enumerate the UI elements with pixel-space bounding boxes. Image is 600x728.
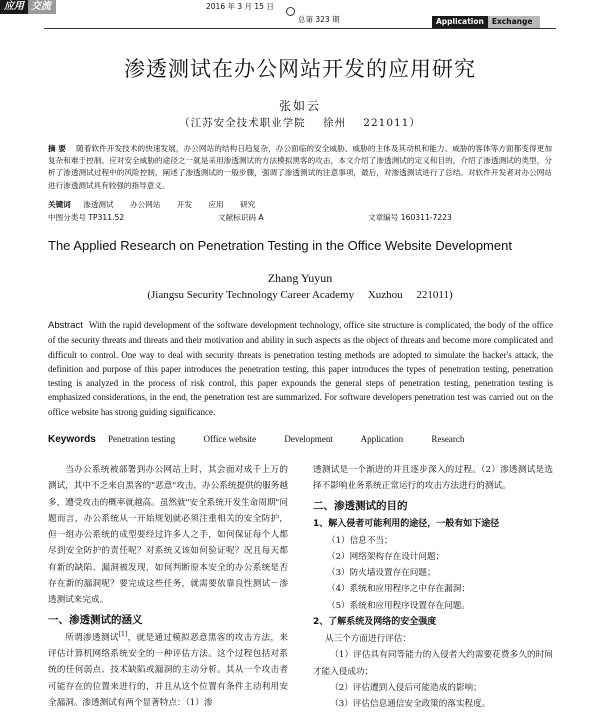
keywords-en: [48, 434, 490, 445]
list-item: （3）防火墙设置存在问题；: [327, 568, 436, 579]
section-sub: Exchange: [488, 16, 541, 28]
keywords-zh: [48, 199, 269, 210]
circle-icon: [286, 7, 295, 16]
document-code: 文献标识码 A: [218, 213, 264, 222]
subheading-2-2: 2、了解系统及网络的安全强度: [313, 617, 437, 628]
journal-brand: [0, 0, 56, 14]
article-number: 文章编号 160311-7223: [368, 213, 452, 222]
paragraph-1-rest: ，就是通过模拟恶意黑客的攻击方法，来评估计算机网络系统安全的一种评估方法。这个过程包括对系统的任何弱点、技术缺陷或漏洞的主动分析。其从一个攻击者可能存在的位置来进行的，并且从这个位置有条件主动利用安全漏洞。渗透测试有两个显著特点：（1）渗: [48, 632, 288, 708]
issue-date: 2016 年 3 月 15 日: [206, 2, 274, 11]
abstract-text-en: With the rapid development of the software development technology, office site structure is complicated, the body of the office of the security threats and threats and their motivation and ability in such aspects as the object of threats and become more complicated and difficult to control. One way to deal with security threats is penetration testing methods are adopted to simulate the hacker's attack, the definition and purpose of this paper introduces the penetration testing, this paper introduces the types of penetration testing, penetration testing is analyzed in the process of risk control, this paper expounds the general steps of penetration testing, penetration testing is emphasized considerations, in the end, the penetration test are summarized. For software developers penetration test was carried out on the office website has strong guiding significance.: [48, 320, 553, 417]
issue-number: 总第 323 期: [298, 15, 340, 24]
abstract-text-zh: 随着软件开发技术的快速发展，办公网站的结构日趋复杂，办公面临的安全威胁、威胁的主体及其动机和能力、威胁的客体等方面都变得更加复杂和难于控制。应对安全威胁的途径之一就是采用渗透测试的方法模拟黑客的攻击，本文介绍了渗透测试的定义和目的，介绍了渗透测试的类型，分析了渗透测试过程中的风险控制，阐述了渗透测试的一般步骤，强调了渗透测试的注意事项，最后，对渗透测试进行了总结。对软件开发者对办公网站进行渗透测试具有较强的指导意义。: [48, 144, 552, 190]
abstract-label-en: Abstract: [48, 320, 83, 331]
citation-ref: [1]: [118, 630, 128, 638]
author-en: Zhang Yuyun: [267, 271, 333, 285]
list-item: （1）信息不当；: [327, 535, 393, 546]
paper-title-zh: 渗透测试在办公网站开发的应用研究: [124, 57, 476, 81]
abstract-label-zh: 摘 要: [48, 144, 67, 153]
keyword-en: Penetration testing: [108, 434, 176, 444]
affiliation-en: (Jiangsu Security Technology Career Academy Xuzhou 221011): [147, 289, 453, 301]
section-tag: [432, 16, 540, 28]
keyword-zh: 办公网站: [130, 200, 161, 209]
intro-paragraph: 当办公系统被部署到办公网站上时，其会面对成千上万的测试，其中不乏来自黑客的"恶意"攻击，办公系统提供的服务越多，遭受攻击的概率就越高。虽然就"安全系统开发生命周期"问题而言，办公系统从一开始规划就必须注重相关的安全防护，但一组办公系统的成型要经过许多人之手，如何保证每个人都尽到安全防护的责任呢？对系统又该如何验证呢？况且每天都有新的缺陷、漏洞被发现，如何判断原本安全的办公系统是否存在新的漏洞呢？要完成这些任务，就需要依靠良性测试－渗透测试来完成。: [48, 465, 288, 606]
brand-main: 应用: [0, 0, 28, 14]
body-column-left: [48, 462, 288, 711]
list-item: （4）系统和应用程序之中存在漏洞；: [327, 584, 470, 595]
keywords-label-en: Keywords: [48, 434, 96, 445]
clc-number: 中图分类号 TP311.52: [48, 213, 125, 222]
keyword-en: Research: [431, 434, 465, 444]
keyword-zh: 渗透测试: [83, 200, 114, 209]
section-main: Application: [432, 16, 488, 28]
body-column-right: [313, 462, 553, 713]
keyword-en: Office website: [203, 434, 257, 444]
keywords-label-zh: 关键词: [48, 200, 71, 209]
abstract-zh: [48, 143, 552, 192]
keyword-en: Development: [284, 434, 333, 444]
brand-sub: 交流: [28, 0, 56, 14]
section-heading-2: 二、渗透测试的目的: [313, 499, 408, 512]
keyword-zh: 研究: [240, 200, 256, 209]
list-item: （2）网络架构存在设计问题；: [327, 551, 445, 562]
paragraph-1-start: 所谓渗透测试: [65, 632, 119, 643]
paragraph-2: 透测试是一个渐进的并且逐步深入的过程。（2）渗透测试是选择不影响业务系统正常运行的攻击方法进行的测试。: [313, 465, 553, 492]
keyword-zh: 开发: [176, 200, 192, 209]
list-item: （3）评估信息通信安全政策的落实程度。: [330, 699, 491, 710]
affiliation-zh: （江苏安全技术职业学院 徐州 221011）: [179, 117, 421, 129]
abstract-en: [48, 318, 553, 419]
section-heading-1: 一、渗透测试的涵义: [48, 613, 143, 626]
paper-title-en: The Applied Research on Penetration Testing in the Office Website Development: [48, 238, 512, 253]
paragraph-3: 从三个方面进行评估：: [325, 634, 411, 645]
list-item: （2）评估遭到入侵后可能造成的影响；: [330, 682, 482, 693]
paragraph-1: [48, 630, 288, 711]
list-item: （5）系统和应用程序设置存在问题。: [327, 600, 470, 611]
subheading-2-1: 1、解入侵者可能利用的途径，一般有如下途径: [313, 518, 500, 529]
author-zh: 张如云: [278, 99, 321, 113]
keyword-zh: 应用: [208, 200, 224, 209]
header-rule: [44, 28, 556, 29]
keyword-en: Application: [360, 434, 404, 444]
list-item: （1）评估具有同等能力的入侵者大约需要花费多久的时间才能入侵成功；: [313, 650, 553, 677]
